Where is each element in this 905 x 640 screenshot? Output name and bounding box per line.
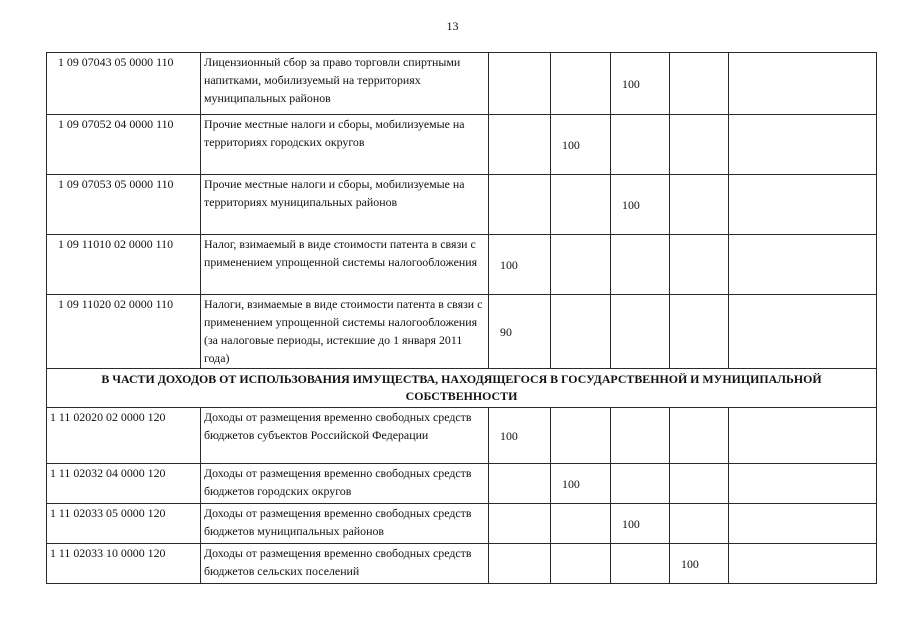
percent-cell-3: [611, 235, 670, 295]
percent-cell-4: [670, 53, 729, 115]
percent-cell-1: 100: [489, 235, 551, 295]
percent-cell-4: [670, 504, 729, 544]
budget-code-cell: 1 11 02020 02 0000 120: [47, 408, 201, 464]
revenue-distribution-table: [46, 52, 877, 584]
section-group: [47, 369, 877, 408]
percent-cell-4: [670, 235, 729, 295]
page-number: 13: [446, 19, 459, 33]
table-row: [47, 235, 877, 295]
percent-cell-2: [551, 235, 611, 295]
percent-cell-1: 100: [489, 408, 551, 464]
percent-cell-2: 100: [551, 464, 611, 504]
percent-cell-1: [489, 464, 551, 504]
budget-code-cell: 1 09 07053 05 0000 110: [47, 175, 201, 235]
property-income-rows-group: [47, 408, 877, 584]
budget-code-cell: 1 09 07052 04 0000 110: [47, 115, 201, 175]
table-row: [47, 464, 877, 504]
table-row: [47, 53, 877, 115]
percent-cell-3: [611, 544, 670, 584]
table-row: [47, 408, 877, 464]
percent-cell-2: [551, 295, 611, 369]
percent-cell-4: [670, 175, 729, 235]
percent-cell-5: [729, 504, 877, 544]
percent-cell-5: [729, 175, 877, 235]
revenue-name-cell: Прочие местные налоги и сборы, мобилизуемые на территориях муниципальных районов: [201, 175, 489, 235]
revenue-name-cell: Доходы от размещения временно свободных средств бюджетов субъектов Российской Федерации: [201, 408, 489, 464]
percent-cell-4: [670, 115, 729, 175]
percent-cell-3: 100: [611, 504, 670, 544]
percent-cell-2: [551, 53, 611, 115]
percent-cell-2: [551, 544, 611, 584]
section-heading: В ЧАСТИ ДОХОДОВ ОТ ИСПОЛЬЗОВАНИЯ ИМУЩЕСТВА, НАХОДЯЩЕГОСЯ В ГОСУДАРСТВЕННОЙ И МУНИЦИПАЛЬНОЙ СОБСТВЕННОСТИ: [47, 369, 877, 408]
percent-cell-2: [551, 504, 611, 544]
tax-rows-group: [47, 53, 877, 369]
percent-cell-2: [551, 408, 611, 464]
percent-cell-5: [729, 464, 877, 504]
revenue-name-cell: Доходы от размещения временно свободных средств бюджетов муниципальных районов: [201, 504, 489, 544]
percent-cell-3: [611, 295, 670, 369]
percent-cell-5: [729, 408, 877, 464]
percent-cell-1: [489, 115, 551, 175]
revenue-name-cell: Лицензионный сбор за право торговли спиртными напитками, мобилизуемый на территориях муниципальных районов: [201, 53, 489, 115]
table-row: [47, 115, 877, 175]
percent-cell-3: [611, 464, 670, 504]
percent-cell-3: 100: [611, 53, 670, 115]
percent-cell-4: 100: [670, 544, 729, 584]
table-row: [47, 504, 877, 544]
percent-cell-3: 100: [611, 175, 670, 235]
percent-cell-4: [670, 295, 729, 369]
budget-code-cell: 1 09 07043 05 0000 110: [47, 53, 201, 115]
table-row: [47, 175, 877, 235]
percent-cell-3: [611, 408, 670, 464]
budget-code-cell: 1 11 02032 04 0000 120: [47, 464, 201, 504]
budget-code-cell: 1 11 02033 10 0000 120: [47, 544, 201, 584]
percent-cell-2: [551, 175, 611, 235]
percent-cell-2: 100: [551, 115, 611, 175]
percent-cell-1: [489, 544, 551, 584]
percent-cell-4: [670, 464, 729, 504]
percent-cell-1: [489, 504, 551, 544]
revenue-name-cell: Доходы от размещения временно свободных средств бюджетов городских округов: [201, 464, 489, 504]
budget-code-cell: 1 11 02033 05 0000 120: [47, 504, 201, 544]
percent-cell-3: [611, 115, 670, 175]
section-heading-row: [47, 369, 877, 408]
percent-cell-5: [729, 544, 877, 584]
revenue-name-cell: Доходы от размещения временно свободных средств бюджетов сельских поселений: [201, 544, 489, 584]
table-row: [47, 295, 877, 369]
percent-cell-1: 90: [489, 295, 551, 369]
revenue-name-cell: Налог, взимаемый в виде стоимости патента в связи с применением упрощенной системы налогообложения: [201, 235, 489, 295]
revenue-name-cell: Налоги, взимаемые в виде стоимости патента в связи с применением упрощенной системы налогообложения (за налоговые периоды, истекшие до 1 января 2011 года): [201, 295, 489, 369]
percent-cell-5: [729, 235, 877, 295]
percent-cell-1: [489, 175, 551, 235]
budget-code-cell: 1 09 11020 02 0000 110: [47, 295, 201, 369]
revenue-name-cell: Прочие местные налоги и сборы, мобилизуемые на территориях городских округов: [201, 115, 489, 175]
percent-cell-1: [489, 53, 551, 115]
table-row: [47, 544, 877, 584]
percent-cell-5: [729, 53, 877, 115]
percent-cell-5: [729, 295, 877, 369]
percent-cell-5: [729, 115, 877, 175]
percent-cell-4: [670, 408, 729, 464]
budget-code-cell: 1 09 11010 02 0000 110: [47, 235, 201, 295]
